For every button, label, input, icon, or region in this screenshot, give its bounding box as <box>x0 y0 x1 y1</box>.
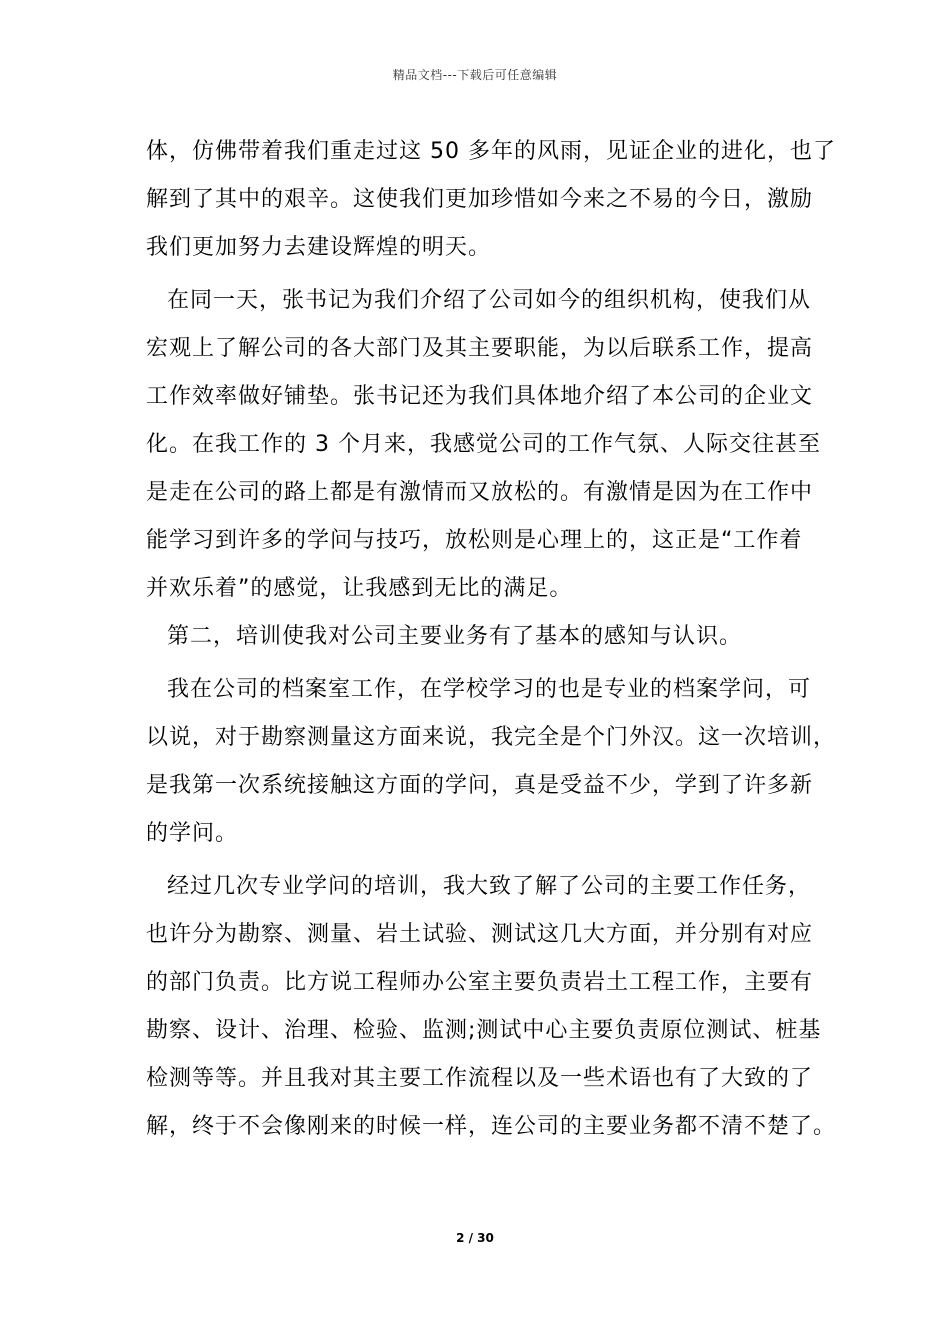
section-heading-line: 第二，培训使我对公司主要业务有了基本的感知与认识。 <box>167 624 743 649</box>
document-body <box>146 128 837 1151</box>
text-line: 解到了其中的艰辛。这使我们更加珍惜如今来之不易的今日，激励 <box>146 187 814 212</box>
text-line: 也许分为勘察、测量、岩土试验、测试这几大方面，并分别有对应 <box>146 922 814 947</box>
text-line: 并欢乐着”的感觉，让我感到无比的满足。 <box>146 576 573 601</box>
paragraph-start-line: 在同一天，张书记为我们介绍了公司如今的组织机构，使我们从 <box>167 288 812 313</box>
text-line: 的部门负责。比方说工程师办公室主要负责岩土工程工作，主要有 <box>146 970 814 995</box>
text-line: 化。在我工作的 3 个月来，我感觉公司的工作气氛、人际交往甚至 <box>146 432 821 457</box>
text-line: 是走在公司的路上都是有激情而又放松的。有激情是因为在工作中 <box>146 480 814 505</box>
text-line: 检测等等。并且我对其主要工作流程以及一些术语也有了大致的了 <box>146 1066 814 1091</box>
paragraph-start-line: 我在公司的档案室工作，在学校学习的也是专业的档案学问，可 <box>167 677 812 702</box>
text-line: 的学问。 <box>146 821 239 846</box>
text-line: 我们更加努力去建设辉煌的明天。 <box>146 235 492 260</box>
text-line: 勘察、设计、治理、检验、监测;测试中心主要负责原位测试、桩基 <box>146 1018 822 1043</box>
text-line: 解，终于不会像刚来的时候一样，连公司的主要业务都不清不楚了。 <box>146 1114 837 1139</box>
page-header: 精品文档---下载后可任意编辑 <box>392 68 558 82</box>
text-line: 能学习到许多的学问与技巧，放松则是心理上的，这正是“工作着 <box>146 528 803 553</box>
text-line: 宏观上了解公司的各大部门及其主要职能，为以后联系工作，提高 <box>146 336 814 361</box>
text-line: 工作效率做好铺垫。张书记还为我们具体地介绍了本公司的企业文 <box>146 384 814 409</box>
text-line: 是我第一次系统接触这方面的学问，真是受益不少，学到了许多新 <box>146 773 814 798</box>
text-line: 以说，对于勘察测量这方面来说，我完全是个门外汉。这一次培训， <box>146 725 837 750</box>
text-line: 体，仿佛带着我们重走过这 50 多年的风雨，见证企业的进化，也了 <box>146 139 836 164</box>
paragraph-start-line: 经过几次专业学问的培训，我大致了解了公司的主要工作任务， <box>167 874 812 899</box>
page-number: 2 / 30 <box>456 1231 494 1245</box>
